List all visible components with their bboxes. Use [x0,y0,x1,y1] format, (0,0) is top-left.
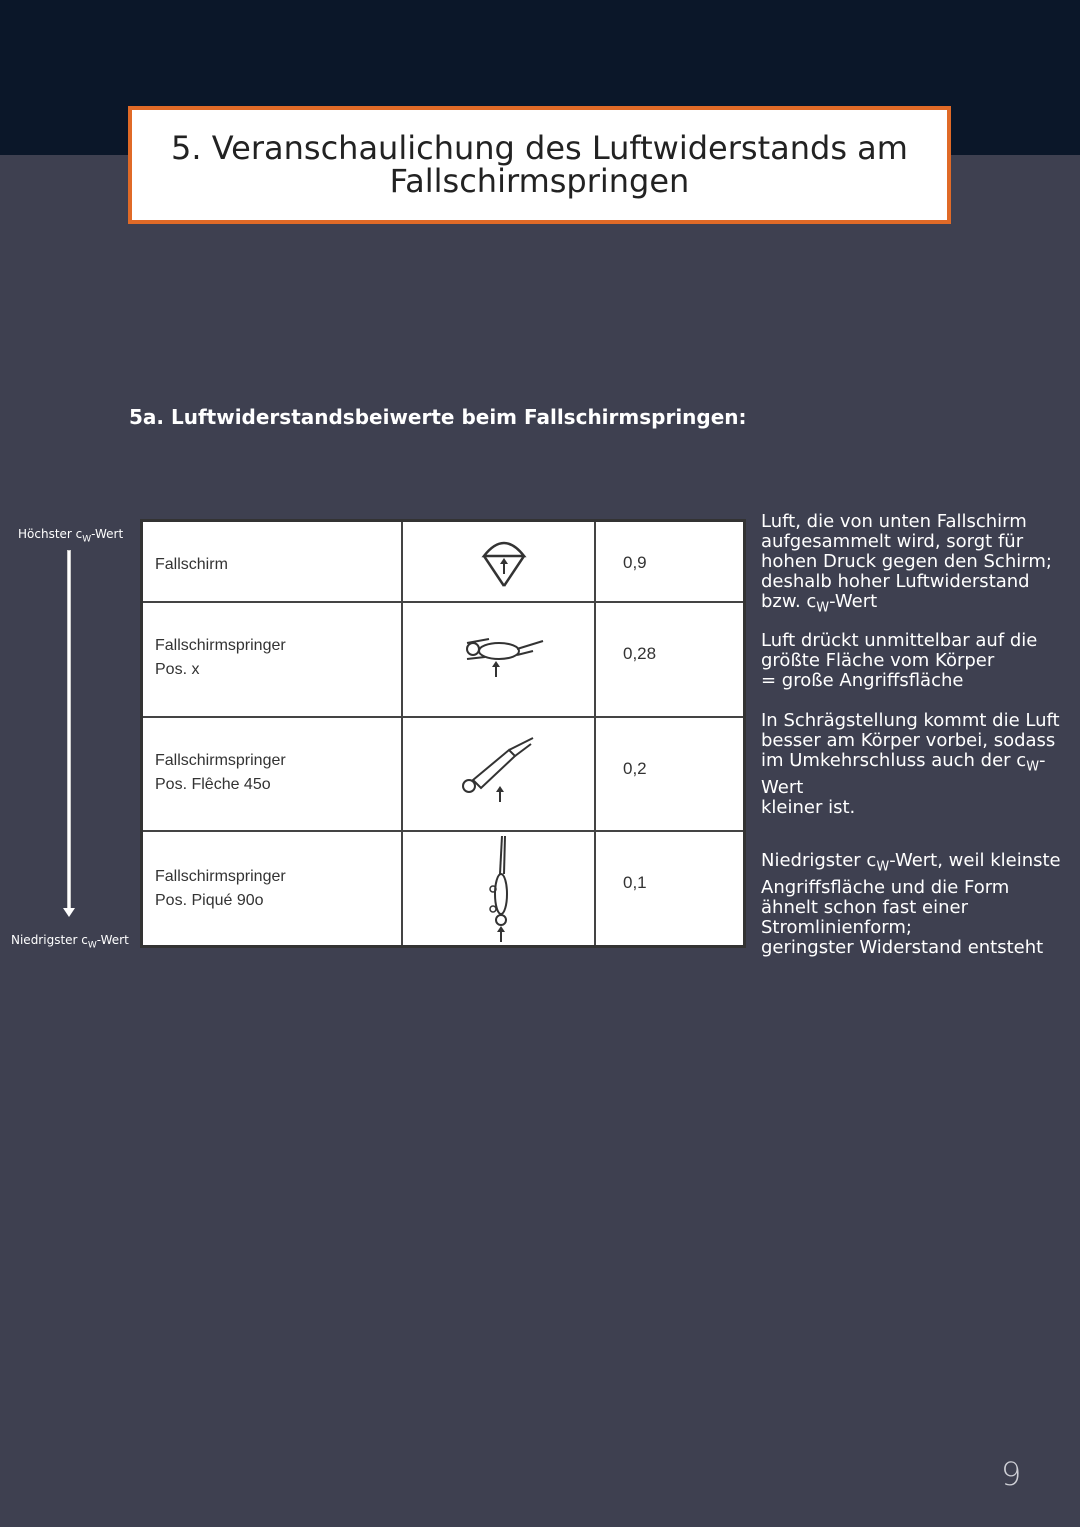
page-number: 9 [1001,1455,1022,1493]
note-parachute: Luft, die von unten Fallschirm aufgesammelt wird, sorgt für hohen Druck gegen den Schirm; deshalb hoher Luftwiderstand bzw. $c_W$-Wert [761,511,1052,616]
scale-arrow-line [67,550,71,910]
row-name: Fallschirm [155,556,228,573]
note-position-x: Luft drückt unmittelbar auf die größte Fläche vom Körper = große Angriffsfläche [761,630,1038,691]
page-title-line2: Fallschirmspringen [389,162,690,200]
table-row [143,718,743,832]
table-row [143,603,743,718]
highest-cw-label: Höchster $c_W$-Wert [18,527,124,545]
skydiver-diagonal-icon [459,736,539,808]
table-row [143,832,743,945]
arrow-down-icon [63,908,75,917]
skydiver-flat-icon [459,633,549,683]
cw-value: 0,2 [623,759,647,778]
cw-table [140,519,746,948]
title-box [128,106,951,224]
note-position-pique: Niedrigster $c_W$-Wert, weil kleinste Angriffsfläche und die Form ähnelt schon fast einer Stromlinienform; geringster Widerstand entsteht [761,850,1061,958]
row-name: Fallschirmspringer Pos. Piqué 90o [155,868,286,909]
section-subtitle: 5a. Luftwiderstandsbeiwerte beim Fallschirmspringen: [129,405,747,429]
note-position-fleche: In Schrägstellung kommt die Luft besser am Körper vorbei, sodass im Umkehrschluss auch der $c_W-$ Wert kleiner ist. [761,710,1060,818]
row-name: Fallschirmspringer Pos. Flêche 45o [155,752,286,793]
row-name: Fallschirmspringer Pos. x [155,637,286,678]
cw-value: 0,28 [623,644,657,663]
table-row [143,522,743,603]
parachute-icon [481,534,527,590]
page-title-line1: 5. Veranschaulichung des Luftwiderstands am [171,129,908,167]
skydiver-vertical-icon [485,834,515,944]
lowest-cw-label: Niedrigster $c_W$-Wert [11,933,129,951]
cw-value: 0,1 [623,873,647,892]
cw-value: 0,9 [623,553,647,572]
